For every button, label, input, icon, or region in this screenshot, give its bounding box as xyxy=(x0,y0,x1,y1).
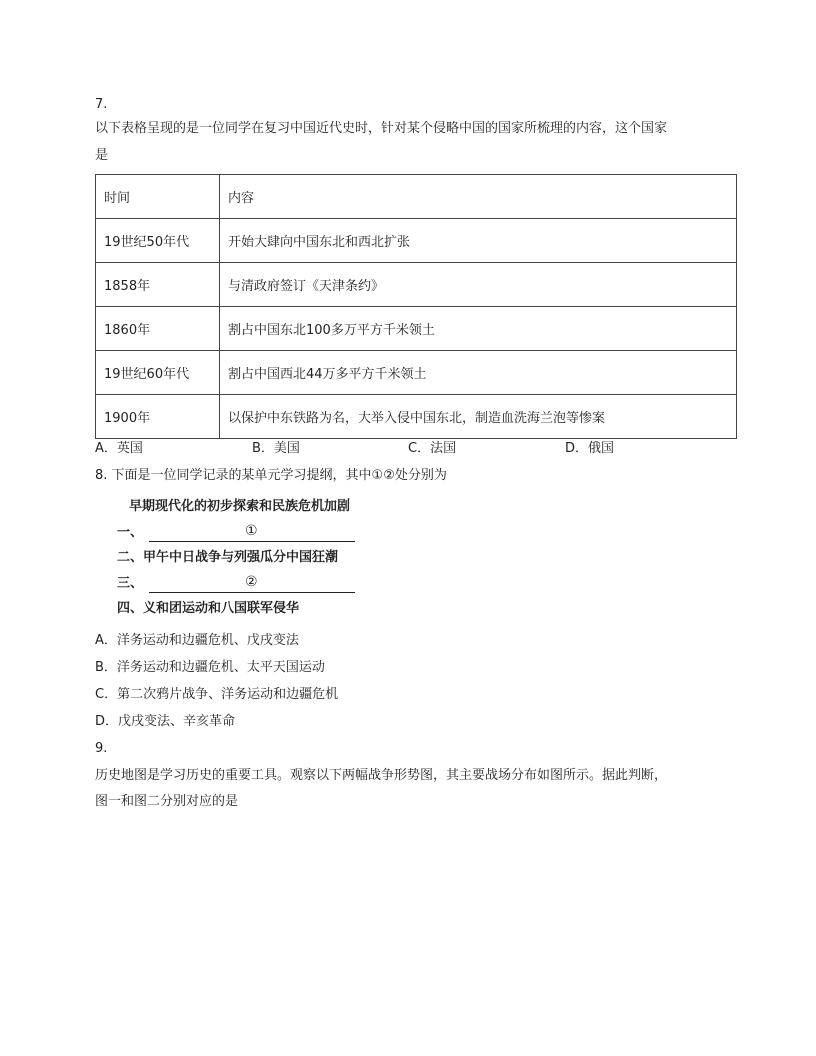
outline-item-3 xyxy=(117,574,143,594)
table-cell-time: 1900年 xyxy=(96,395,220,439)
table-header-row xyxy=(96,175,737,219)
q8-outline xyxy=(117,494,417,624)
table-cell-time: 19世纪50年代 xyxy=(96,219,220,263)
q7-stem-line2: 是 xyxy=(95,148,109,163)
table-cell-time: 1858年 xyxy=(96,263,220,307)
table-row xyxy=(96,307,737,351)
q9-stem-line2: 图一和图二分别对应的是 xyxy=(95,794,239,809)
table-cell-content: 割占中国西北44万多平方千米领土 xyxy=(220,351,737,395)
table-row xyxy=(96,219,737,263)
outline-blank-2 xyxy=(149,592,355,593)
table-row xyxy=(96,395,737,439)
table-cell-content: 与清政府签订《天津条约》 xyxy=(220,263,737,307)
outline-item-2: 二、甲午中日战争与列强瓜分中国狂潮 xyxy=(117,550,339,565)
q9-stem-line1: 历史地图是学习历史的重要工具。观察以下两幅战争形势图，其主要战场分布如图所示。据此判断， xyxy=(95,768,668,783)
q7-option-c[interactable]: C．法国 xyxy=(408,441,457,456)
q7-option-d[interactable]: D．俄国 xyxy=(565,441,615,456)
outline-item-1-prefix: 一、 xyxy=(117,525,144,540)
table-header-cell: 内容 xyxy=(220,175,737,219)
outline-mark-1: ① xyxy=(245,523,258,539)
outline-item-3-prefix: 三、 xyxy=(117,576,144,591)
table-header-cell: 时间 xyxy=(96,175,220,219)
table-cell-content: 开始大肆向中国东北和西北扩张 xyxy=(220,219,737,263)
table-row xyxy=(96,263,737,307)
q7-number: 7. xyxy=(95,97,108,112)
q8-stem: 8. 下面是一位同学记录的某单元学习提纲，其中①②处分别为 xyxy=(95,468,447,483)
outline-item-1 xyxy=(117,523,143,543)
q8-option-a[interactable]: A．洋务运动和边疆危机、戊戌变法 xyxy=(95,633,299,648)
table-cell-time: 1860年 xyxy=(96,307,220,351)
q8-option-d[interactable]: D．戊戌变法、辛亥革命 xyxy=(95,714,236,729)
q7-option-b[interactable]: B．美国 xyxy=(252,441,300,456)
table-cell-content: 以保护中东铁路为名，大举入侵中国东北，制造血洗海兰泡等惨案 xyxy=(220,395,737,439)
table-cell-content: 割占中国东北100多万平方千米领土 xyxy=(220,307,737,351)
outline-blank-1 xyxy=(149,541,355,542)
q7-table xyxy=(95,174,737,439)
q7-option-a[interactable]: A．英国 xyxy=(95,441,143,456)
q7-options xyxy=(95,439,735,459)
table-cell-time: 19世纪60年代 xyxy=(96,351,220,395)
q8-option-c[interactable]: C．第二次鸦片战争、洋务运动和边疆危机 xyxy=(95,687,339,702)
outline-mark-2: ② xyxy=(245,574,258,590)
q9-number: 9. xyxy=(95,741,108,756)
outline-title: 早期现代化的初步探索和民族危机加剧 xyxy=(129,499,351,514)
table-row xyxy=(96,351,737,395)
q8-option-b[interactable]: B．洋务运动和边疆危机、太平天国运动 xyxy=(95,660,325,675)
outline-item-4: 四、义和团运动和八国联军侵华 xyxy=(117,601,300,616)
q7-stem-line1: 以下表格呈现的是一位同学在复习中国近代史时，针对某个侵略中国的国家所梳理的内容，这个国家 xyxy=(95,121,668,136)
